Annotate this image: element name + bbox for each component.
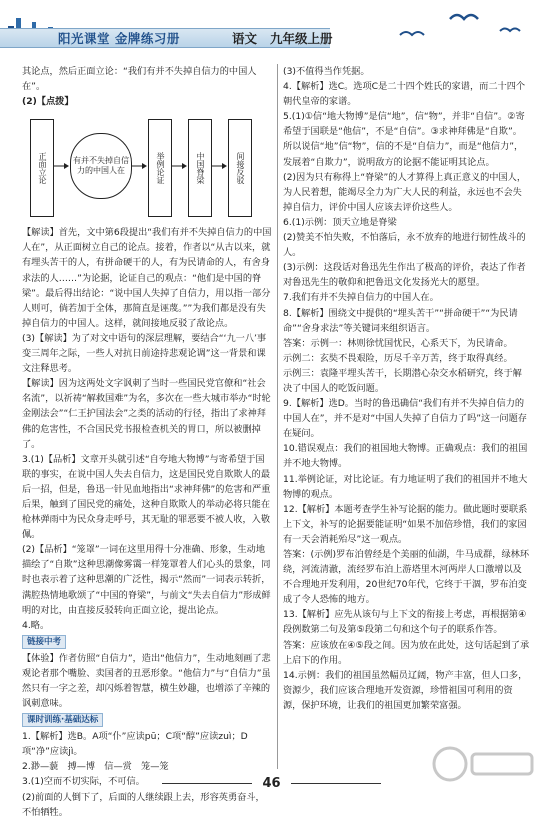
paragraph: 其论点，然后正面立论：“我们有并不失掉自信力的中国人在”。 [22,66,257,93]
page-header-banner [0,0,543,58]
column-divider [277,64,278,769]
paragraph: (3)不值得当作凭据。 [283,66,370,77]
paragraph: 【解读】因为这两处文字讽刺了当时一些国民党官僚和“社会名流”，以祈祷“解救国难”为名，多次在一些大城市举办“时轮金刚法会”“仁王护国法会”之类的活动的行径，指出了求神拜佛的危害性，不合国民党书报检查机关的胃口，所以被删掉了。 [22,378,271,450]
paragraph: 1.【解析】选B。A项“仆”应读pū；C项“醇”应读zuì；D项“净”应读jì。 [22,731,248,758]
paragraph: 9.【解析】选D。当时的鲁迅确信“我们有并不失掉自信力的中国人在”，并不是对“中国人失掉了自信力了吗”这一问题存在疑问。 [283,398,527,440]
diagram-box-example-argument: 举例论证 [148,119,172,217]
series-title: 阳光课堂 金牌练习册 [58,31,180,46]
birds-icon [380,5,540,50]
page-number: 46 [262,776,281,791]
section-label-exam-link: 链接中考 [22,635,66,649]
paragraph: (2)赞美不怕失败，不怕落后，永不放弃的地进行韧性战斗的人。 [283,232,526,259]
diagram-box-thesis: 有并不失掉自信力的中国人在 [70,133,132,199]
argument-diagram [22,111,272,223]
paragraph: 4.略。 [22,619,50,631]
paragraph: 【体验】作者仿照“自信力”，造出“他信力”，生动地刻画了悲观论者那个嘴脸、卖国者的丑恶形象。“他信力”与“自信力”虽然只有一字之差，却闪烁着智慧，横生妙趣，也增添了辛辣的讽刺意味。 [22,652,271,710]
diagram-box-positive-argument: 正面立论 [30,119,54,217]
paragraph: 6.(1)示例：顶天立地是脊梁 [283,216,397,228]
paragraph: (2)【点拨】 [22,96,74,108]
section-label-practice: 课时训练·基础达标 [22,713,103,727]
paragraph: 答案：示例一：林则徐忧国忧民，心系天下，为民请命。 [283,337,513,349]
paragraph: 7.我们有并不失掉自信力的中国人在。 [283,292,439,304]
paragraph: 5.(1)①信“地大物博”是信“地”，信“物”，并非“自信”。②寄希望于国联是“他信”，不是“自信”。③求神拜佛是“自欺”。所以说信“地”信“物”，信的不是“自信力”，而是“他信力”，发展着“自欺力”，说明敌方的论据不能证明其论点。 [283,111,525,168]
paragraph: 示例二：玄奘不畏艰险，历尽千辛万苦，终于取得真经。 [283,352,513,364]
paragraph: (2)【品析】“笼罩”一词在这里用得十分准确、形象，生动地描绘了“自欺”这种思潮像雾霭一样笼罩着人们心头的景象，同时也表示着了这种思潮的广泛性，揭示“然而”一词表示转折，满腔热情地歌颂了“中国的脊梁”，与前文“失去自信力”形成鲜明的对比，由直接反驳转向正面立论，提出论点。 [22,544,271,616]
footer-rule-right [291,783,381,784]
paragraph: 8.【解析】围绕文中提供的“埋头苦干”“拼命硬干”“为民请命”“舍身求法”等关键词来组织语言。 [283,307,518,334]
paragraph: 3.(1)空而不切实际，不可信。 [22,776,145,788]
right-column [283,64,531,713]
diagram-box-backbone: 中国脊梁 [188,119,212,217]
paragraph: 4.【解析】选C。选项C是二十四个姓氏的家谱，而二十四个朝代皇帝的家谱。 [283,81,526,108]
left-column [22,64,272,820]
paragraph: 答案：(示例)罗布泊曾经是个美丽的仙湖，牛马成群，绿林环绕，河流清澈，流经罗布泊上游塔里木河两岸人口激增以及不合理地开发利用，20世纪70年代，它终于干涸，罗布泊变成了令人恐怖的地方。 [283,549,530,606]
page-footer [0,776,543,791]
paragraph: 示例三：袁隆平埋头苦干，长期潜心杂交水稻研究，终于解决了中国人的吃饭问题。 [283,367,522,394]
paragraph: (2)前面的人倒下了，后面的人继续跟上去，形容英勇奋斗，不怕牺牲。 [22,791,265,818]
subject-label: 语文 [232,31,258,46]
paragraph: (2)因为只有称得上“脊梁”的人才算得上真正意义的中国人，为人民着想，能竭尽全力为广大人民的利益，永远也不会失掉自信力，评价中国人应该去评价这些人。 [283,171,527,213]
paragraph: (3)示例：这段话对鲁迅先生作出了极高的评价，表达了作者对鲁迅先生的敬仰和把鲁迅文化发扬光大的愿望。 [283,262,526,289]
paragraph: 11.举例论证，对比论证。有力地证明了我们的祖国并不地大物博的观点。 [283,473,528,500]
diagram-box-indirect-rebuttal: 间接反驳 [228,119,252,217]
paragraph: 2.渺—藐 搏—博 信—赏 笼—笼 [22,761,169,773]
grade-label: 九年级上册 [270,31,333,46]
footer-rule-left [162,783,252,784]
paragraph: 【解读】首先，文中第6段提出“我们有并不失掉自信力的中国人在”，从正面树立自己的论点。接着，作者以“从古以来，就有埋头苦干的人，有拼命硬干的人，有为民请命的人，有舍身求法的人……”为论据，论证自己的观点：“他们是中国的脊梁”。最后得出结论：“说中国人失掉了自信力，用以指一部分人则可，倘若加于全体，那简直是诬蔑。””为我们都是没有失掉自信力的中国人。这样，就间接地反驳了敌论点。 [22,227,272,329]
paragraph: 13.【解析】应先从该句与上下文的衔接上考虑，再根据第④段例数第二句及第⑤段第二句和这个句子的联系作答。 [283,609,527,636]
paragraph: 3.(1)【品析】文章开头就引述“自夸地大物博”与寄希望于国联的事实，在说中国人失去自信力，这是国民党自欺欺人的最后一招，但是，鲁迅一针见血地指出“求神拜佛”的危害和严重后果，触到了国民党的痛处，这种自欺欺人的举动必将只能在枪林弹雨中为民众身走呼号，其无耻的罪恶要不被人收，入敬佩。 [22,453,271,541]
paragraph: 答案：应该放在④⑤段之间。因为放在此处，这句话起到了承上启下的作用。 [283,639,530,666]
paragraph: 14.示例：我们的祖国虽然幅员辽阔，物产丰富，但人口多，资源少，我们应该合理地开发资源，珍惜祖国可利用的资源，保护环境，让我们的祖国更加繁荣富强。 [283,669,528,711]
paragraph: 10.错误观点：我们的祖国地大物博。正确观点：我们的祖国并不地大物博。 [283,443,528,470]
paragraph: (3)【解读】为了对文中语句的深层理解，要结合“‘九一八’事变三周年之际，一些人对抗日前途持悲观论调”这一背景和课文注释思考。 [22,332,267,375]
paragraph: 12.【解析】本题考查学生补写论据的能力。做此题时要联系上下文，补写的论据要能证明“如果不加倍珍惜，我们的家园有一天会消耗殆尽”这一观点。 [283,503,528,545]
